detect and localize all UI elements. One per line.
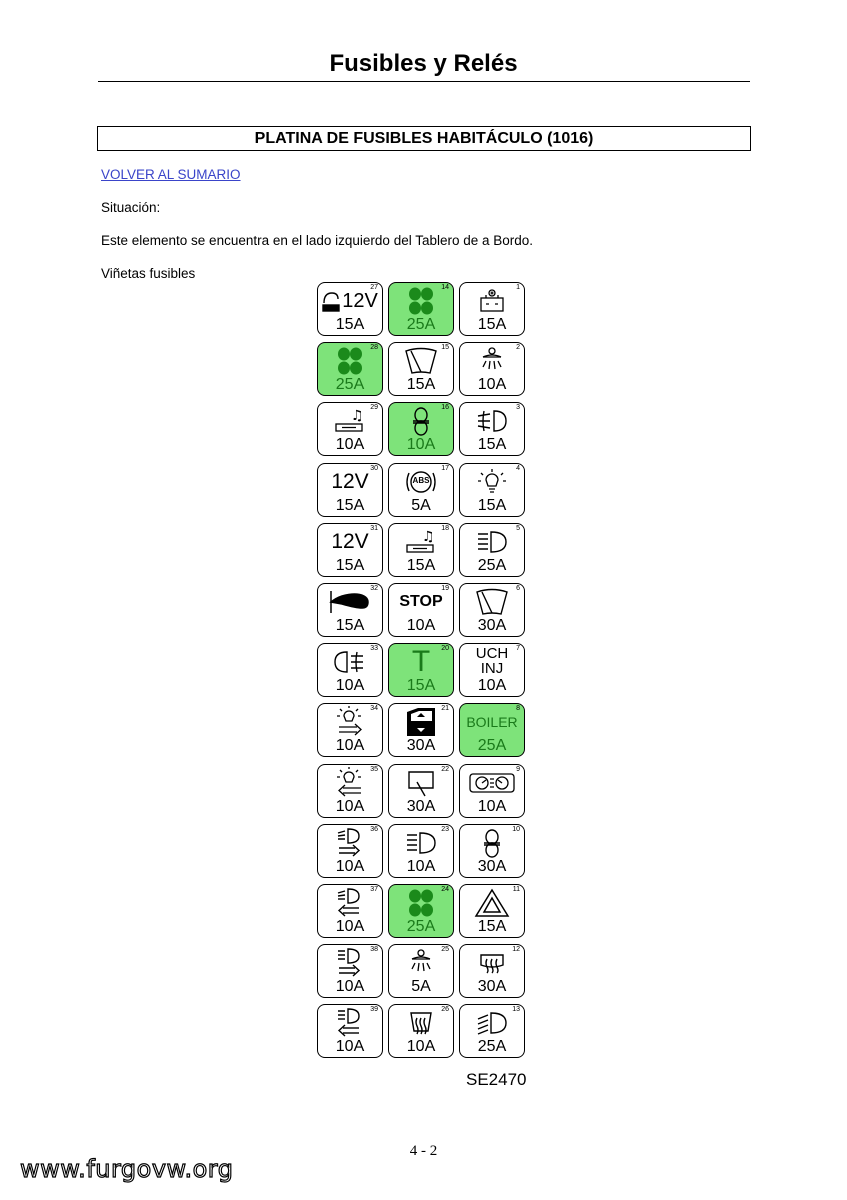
fuse-amperage: 5A — [411, 978, 431, 995]
fuse-number: 8 — [516, 705, 520, 712]
fuse-number: 25 — [441, 946, 449, 953]
fuse-7 — [459, 643, 525, 697]
boiler-icon — [460, 707, 524, 737]
fuse-3 — [459, 402, 525, 456]
fuse-amperage: 10A — [406, 1038, 436, 1055]
rear-fog-light-icon — [318, 647, 382, 677]
power-window-icon — [389, 707, 453, 737]
fuse-amperage: 25A — [477, 1038, 507, 1055]
cigarette-lighter-12v-icon — [318, 286, 382, 316]
fuse-number: 14 — [441, 284, 449, 291]
fuse-number: 18 — [441, 525, 449, 532]
location-description: Este elemento se encuentra en el lado izquierdo del Tablero de a Bordo. — [101, 233, 534, 248]
fuse-amperage: 25A — [477, 737, 507, 754]
right-main-beam-icon — [318, 948, 382, 978]
windshield-wiper-icon — [389, 346, 453, 376]
fuse-amperage: 25A — [477, 557, 507, 574]
fuse-number: 15 — [441, 344, 449, 351]
fuse-symbol-label: ABS — [412, 476, 430, 485]
right-dipped-beam-icon — [318, 828, 382, 858]
fuse-27 — [317, 282, 383, 336]
fuse-11 — [459, 884, 525, 938]
left-dipped-beam-icon — [318, 888, 382, 918]
fuse-number: 29 — [370, 404, 378, 411]
fuse-amperage: 15A — [335, 497, 365, 514]
socket-12v-icon — [318, 527, 382, 557]
fuse-8 — [459, 703, 525, 757]
fuse-1 — [459, 282, 525, 336]
fuse-10 — [459, 824, 525, 878]
fuse-amperage: 15A — [406, 677, 436, 694]
fuse-amperage: 10A — [335, 1038, 365, 1055]
fuse-number: 35 — [370, 766, 378, 773]
fuse-number: 5 — [516, 525, 520, 532]
fuse-amperage: 30A — [477, 617, 507, 634]
fuse-number: 38 — [370, 946, 378, 953]
fuse-38 — [317, 944, 383, 998]
hazard-warning-icon — [460, 888, 524, 918]
page-title: Fusibles y Relés — [329, 50, 518, 77]
fuse-labels-heading: Viñetas fusibles — [101, 266, 196, 281]
fuse-number: 4 — [516, 465, 520, 472]
fuse-number: 34 — [370, 705, 378, 712]
fuse-number: 7 — [516, 645, 520, 652]
fuse-number: 32 — [370, 585, 378, 592]
fuse-amperage: 25A — [406, 316, 436, 333]
fuse-number: 36 — [370, 826, 378, 833]
fuse-number: 21 — [441, 705, 449, 712]
svg-text:♫: ♫ — [351, 408, 364, 424]
fuse-amperage: 10A — [406, 617, 436, 634]
battery-icon — [460, 286, 524, 316]
fuse-number: 30 — [370, 465, 378, 472]
fuse-amperage: 10A — [477, 677, 507, 694]
fuse-19 — [388, 583, 454, 637]
fuse-amperage: 10A — [335, 858, 365, 875]
rear-defrost-icon — [460, 948, 524, 978]
fuse-6 — [459, 583, 525, 637]
fuse-symbol-label: 12V — [331, 530, 369, 553]
fuse-number: 20 — [441, 645, 449, 652]
dipped-beam-icon — [460, 1008, 524, 1038]
left-main-beam-icon — [318, 1008, 382, 1038]
fuse-32 — [317, 583, 383, 637]
seat-icon — [460, 828, 524, 858]
fuse-amperage: 5A — [411, 497, 431, 514]
fan-icon — [389, 888, 453, 918]
socket-12v-icon — [318, 467, 382, 497]
fuse-amperage: 10A — [335, 737, 365, 754]
fuse-number: 3 — [516, 404, 520, 411]
fuse-amperage: 15A — [477, 316, 507, 333]
fuse-18 — [388, 523, 454, 577]
fuse-number: 23 — [441, 826, 449, 833]
stop-icon — [389, 587, 453, 617]
fuse-grid — [317, 282, 527, 1057]
fuse-25 — [388, 944, 454, 998]
fuse-amperage: 15A — [335, 617, 365, 634]
fuse-number: 2 — [516, 344, 520, 351]
fuse-number: 1 — [516, 284, 520, 291]
title-rule — [98, 81, 750, 82]
fuse-number: 31 — [370, 525, 378, 532]
fuse-number: 26 — [441, 1006, 449, 1013]
fuse-12 — [459, 944, 525, 998]
fuse-13 — [459, 1004, 525, 1058]
fuse-symbol-label: STOP — [399, 593, 443, 610]
fuse-29 — [317, 402, 383, 456]
fuse-amperage: 10A — [406, 858, 436, 875]
fuse-number: 28 — [370, 344, 378, 351]
fuse-amperage: 10A — [335, 677, 365, 694]
fuse-symbol-label: BOILER — [466, 714, 518, 730]
fuse-symbol-label: T — [411, 645, 431, 678]
fuse-number: 9 — [516, 766, 520, 773]
svg-text:♫: ♫ — [422, 529, 435, 545]
fuse-number: 11 — [512, 886, 520, 893]
fuse-symbol-label: UCH — [475, 645, 509, 662]
interior-light-icon — [460, 346, 524, 376]
fuse-14 — [388, 282, 454, 336]
fuse-23 — [388, 824, 454, 878]
headlight-high-beam-icon — [389, 828, 453, 858]
lamp-icon — [460, 467, 524, 497]
fuse-amperage: 25A — [406, 918, 436, 935]
fuse-amperage: 10A — [335, 918, 365, 935]
fuse-22 — [388, 764, 454, 818]
fuse-amperage: 10A — [477, 798, 507, 815]
fuse-37 — [317, 884, 383, 938]
page-number: 4 - 2 — [409, 1143, 438, 1159]
fuse-number: 19 — [441, 585, 449, 592]
fuse-amperage: 15A — [406, 557, 436, 574]
fuse-number: 6 — [516, 585, 520, 592]
fuse-amperage: 30A — [406, 798, 436, 815]
fuse-4 — [459, 463, 525, 517]
fuse-15 — [388, 342, 454, 396]
fuse-symbol-label: 12V — [342, 290, 378, 312]
abs-icon — [389, 467, 453, 497]
fuse-31 — [317, 523, 383, 577]
fuse-34 — [317, 703, 383, 757]
front-fog-light-icon — [460, 406, 524, 436]
fuse-number: 24 — [441, 886, 449, 893]
fuse-33 — [317, 643, 383, 697]
fuse-symbol-label: 12V — [331, 470, 369, 493]
fuse-amperage: 15A — [335, 557, 365, 574]
headlight-high-beam-icon — [460, 527, 524, 557]
fuse-2 — [459, 342, 525, 396]
fuse-number: 27 — [370, 284, 378, 291]
fuse-amperage: 15A — [477, 436, 507, 453]
fuse-amperage: 30A — [477, 858, 507, 875]
fuse-35 — [317, 764, 383, 818]
fuse-amperage: 10A — [335, 436, 365, 453]
seat-icon — [389, 406, 453, 436]
t-icon — [389, 647, 453, 677]
fuse-28 — [317, 342, 383, 396]
radio-icon — [318, 406, 382, 436]
fuse-30 — [317, 463, 383, 517]
situacion-label: Situación: — [101, 200, 161, 215]
fuse-number: 37 — [370, 886, 378, 893]
radio-icon — [389, 527, 453, 557]
rear-wiper-icon — [389, 768, 453, 798]
fuse-amperage: 30A — [477, 978, 507, 995]
fuse-number: 12 — [512, 946, 520, 953]
fuse-amperage: 10A — [477, 376, 507, 393]
fuse-number: 13 — [512, 1006, 520, 1013]
fuse-39 — [317, 1004, 383, 1058]
defrost-icon — [389, 1008, 453, 1038]
back-to-summary-link[interactable]: VOLVER AL SUMARIO — [101, 167, 241, 182]
figure-reference: SE2470 — [466, 1070, 527, 1089]
fuse-amperage: 10A — [335, 798, 365, 815]
fuse-20 — [388, 643, 454, 697]
fuse-amperage: 15A — [477, 497, 507, 514]
fuse-amperage: 30A — [406, 737, 436, 754]
fuse-number: 16 — [441, 404, 449, 411]
watermark: www.furgovw.org — [20, 1155, 234, 1183]
fuse-number: 22 — [441, 766, 449, 773]
fuse-amperage: 10A — [406, 436, 436, 453]
fan-icon — [389, 286, 453, 316]
fuse-17 — [388, 463, 454, 517]
fuse-symbol-label-2: INJ — [480, 660, 504, 677]
left-lamp-icon — [318, 768, 382, 798]
fuse-amperage: 15A — [477, 918, 507, 935]
fuse-36 — [317, 824, 383, 878]
fuse-21 — [388, 703, 454, 757]
fuse-amperage: 15A — [335, 316, 365, 333]
right-lamp-icon — [318, 707, 382, 737]
section-header: PLATINA DE FUSIBLES HABITÁCULO (1016) — [97, 126, 751, 151]
uch-inj-icon — [460, 646, 524, 676]
interior-light-icon — [389, 948, 453, 978]
fuse-9 — [459, 764, 525, 818]
horn-icon — [318, 587, 382, 617]
fuse-amperage: 10A — [335, 978, 365, 995]
fuse-number: 39 — [370, 1006, 378, 1013]
fuse-24 — [388, 884, 454, 938]
fuse-5 — [459, 523, 525, 577]
fuse-26 — [388, 1004, 454, 1058]
fuse-16 — [388, 402, 454, 456]
fan-icon — [318, 346, 382, 376]
instrument-panel-icon — [460, 768, 524, 798]
fuse-number: 17 — [441, 465, 449, 472]
windshield-wiper-icon — [460, 587, 524, 617]
fuse-number: 10 — [512, 826, 520, 833]
fuse-number: 33 — [370, 645, 378, 652]
fuse-amperage: 25A — [335, 376, 365, 393]
fuse-amperage: 15A — [406, 376, 436, 393]
